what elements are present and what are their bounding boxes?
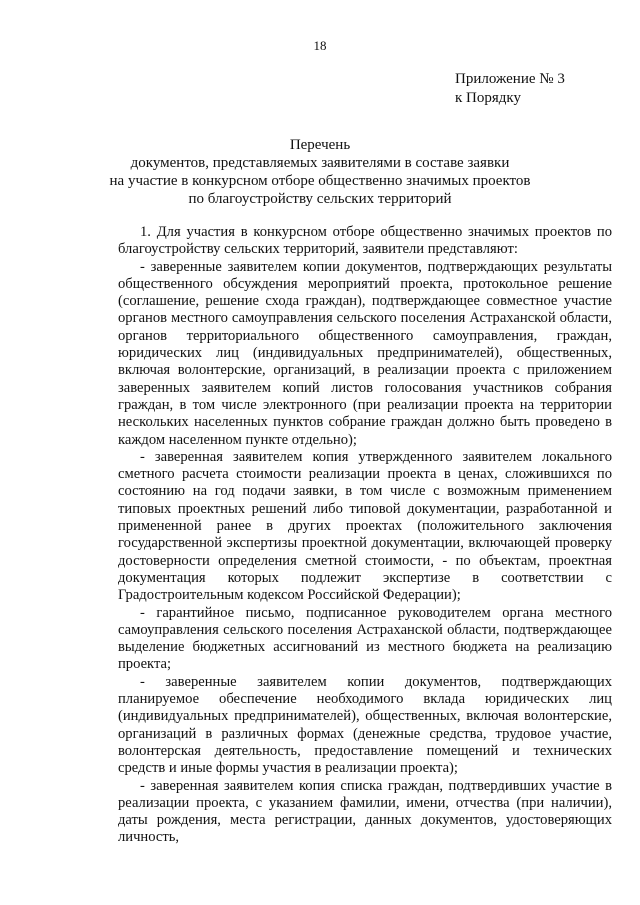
title-line-2: документов, представляемых заявителями в составе заявки [130, 155, 510, 171]
page-number: 18 [313, 38, 327, 53]
paragraph-item-guarantee-letter: - гарантийное письмо, подписанное руководителем органа местного самоуправления сельского поселения Астраханской области, подтверждающее выделение бюджетных ассигнований из местного бюджета на реализацию проекта; [118, 604, 612, 673]
title-line-4: по благоустройству сельских территорий [188, 191, 452, 207]
appendix-reference [455, 70, 565, 108]
document-title [0, 136, 640, 208]
paragraph-item-contribution-documents: - заверенные заявителем копии документов, подтверждающих планируемое обеспечение необходимого вклада юридических лиц (индивидуальных предпринимателей), общественных, включая волонтерские, организаций в различных формах (денежные средства, трудовое участие, волонтерская деятельность, предоставление помещений и технических средств и иные формы участия в реализации проекта); [118, 673, 612, 777]
appendix-line-2: к Порядку [455, 90, 521, 106]
paragraph-intro: 1. Для участия в конкурсном отборе общественно значимых проектов по благоустройству сельских территорий, заявители представляют: [118, 224, 612, 258]
paragraph-item-participants-list: - заверенная заявителем копия списка граждан, подтвердивших участие в реализации проекта, с указанием фамилии, имени, отчества (при наличии), даты рождения, места регистрации, данных документов, удостоверяющих личность, [118, 777, 612, 846]
title-line-3: на участие в конкурсном отборе общественно значимых проектов [109, 173, 531, 189]
paragraph-item-estimate: - заверенная заявителем копия утвержденного заявителем локального сметного расчета стоимости реализации проекта в ценах, сложившихся по состоянию на год подачи заявки, в том числе с возможным применением типовых проектных решений либо типовой документации, разработанной и примененной ранее в других проектах (положительного заключения государственной экспертизы проектной документации, включающей проверку достоверности определения сметной стоимости, - по объектам, проектная документация которых подлежит экспертизе в соответствии с Градостроительным кодексом Российской Федерации); [118, 448, 612, 604]
appendix-line-1: Приложение № 3 [455, 71, 565, 87]
document-body [118, 224, 612, 847]
paragraph-item-meeting-documents: - заверенные заявителем копии документов, подтверждающих результаты общественного обсуждения мероприятий проекта, протокольное решение (соглашение, решение схода граждан), подтверждающее совместное участие органов местного самоуправления сельского поселения Астраханской области, органов территориального общественного самоуправления, граждан, юридических лиц (индивидуальных предпринимателей), общественных, включая волонтерские, организаций, в реализации проекта с приложением заверенных заявителем копий листов голосования участников собрания граждан, в том числе электронного (при реализации проекта на территории нескольких населенных пунктов собрание граждан должно быть проведено в каждом населенном пункте отдельно); [118, 258, 612, 448]
title-line-1: Перечень [289, 137, 351, 153]
